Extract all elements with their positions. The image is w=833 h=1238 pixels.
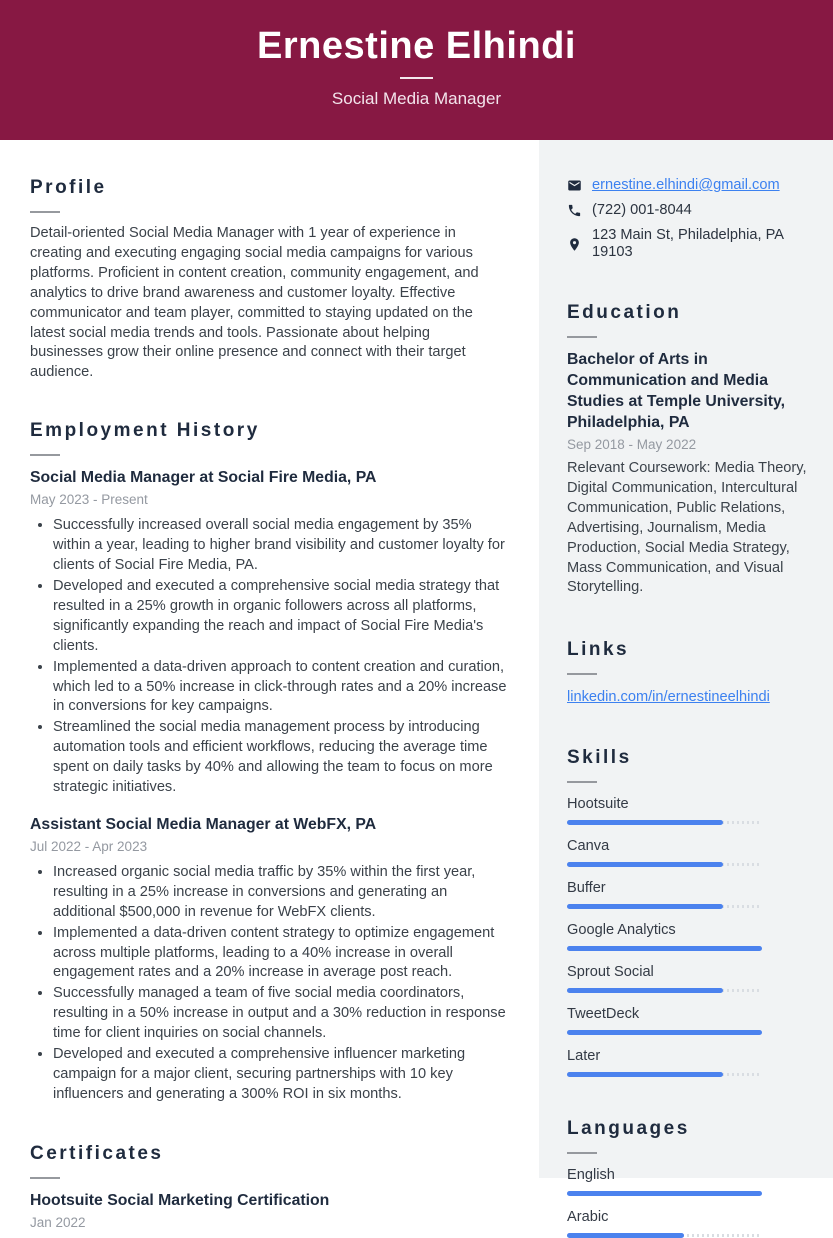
languages-section bbox=[567, 1118, 809, 1238]
contact-row-email bbox=[567, 177, 809, 194]
employment-heading: Employment History bbox=[30, 420, 260, 442]
skill-row bbox=[567, 1006, 809, 1035]
skill-name: Later bbox=[567, 1048, 601, 1065]
skill-bar-track bbox=[567, 904, 762, 909]
skill-bar-track bbox=[567, 862, 762, 867]
language-bar-fill bbox=[567, 1191, 762, 1196]
skill-name: Buffer bbox=[567, 880, 606, 897]
certificates-heading: Certificates bbox=[30, 1142, 164, 1164]
phone-icon bbox=[567, 203, 582, 218]
certificate-title: Hootsuite Social Marketing Certification bbox=[30, 1191, 330, 1209]
skill-row bbox=[567, 880, 809, 909]
job-bullet: • Streamlined the social media management process by introducing automation tools and efficient workflows, reducing the average time spent on daily tasks by 40% and allowing the team to focus on more strategic initiatives. bbox=[53, 717, 507, 798]
contact-row-address bbox=[567, 227, 809, 261]
skill-name: Canva bbox=[567, 838, 610, 855]
location-icon bbox=[567, 237, 582, 252]
email-icon bbox=[567, 178, 582, 193]
profile-section bbox=[30, 177, 507, 383]
job-bullet: • Developed and executed a comprehensive influencer marketing campaign for a major client, securing partnerships with 10 key influencers and generating a 300% ROI in six months. bbox=[53, 1044, 507, 1105]
job-entry bbox=[30, 815, 507, 1105]
language-row bbox=[567, 1209, 809, 1238]
heading-rule bbox=[567, 673, 597, 675]
linkedin-link[interactable]: linkedin.com/in/ernestineelhindi bbox=[567, 689, 770, 706]
certificate-date: Jan 2022 bbox=[30, 1214, 86, 1230]
job-title-line: Social Media Manager at Social Fire Media, PA bbox=[30, 469, 377, 487]
contact-section bbox=[567, 177, 809, 261]
links-list bbox=[567, 688, 809, 706]
certificate-entry bbox=[30, 1191, 507, 1231]
skill-bar-fill bbox=[567, 820, 723, 825]
profile-heading: Profile bbox=[30, 177, 107, 198]
main-column bbox=[0, 140, 539, 1230]
skill-bar-track bbox=[567, 946, 762, 951]
skill-bar-track bbox=[567, 1030, 762, 1035]
job-dates: Jul 2022 - Apr 2023 bbox=[30, 838, 148, 854]
resume-header bbox=[0, 0, 833, 140]
job-dates: May 2023 - Present bbox=[30, 492, 148, 508]
language-name: English bbox=[567, 1167, 615, 1184]
skill-bar-fill bbox=[567, 1072, 723, 1077]
skill-row bbox=[567, 964, 809, 993]
phone-number: (722) 001-8044 bbox=[592, 202, 692, 218]
email-link[interactable]: ernestine.elhindi@gmail.com bbox=[592, 177, 780, 193]
skill-row bbox=[567, 796, 809, 825]
heading-rule bbox=[30, 211, 60, 213]
job-title: Social Media Manager bbox=[331, 89, 502, 108]
person-name: Ernestine Elhindi bbox=[257, 25, 576, 67]
certificates-section bbox=[30, 1143, 507, 1231]
skills-heading: Skills bbox=[567, 747, 632, 769]
skill-bar-fill bbox=[567, 946, 762, 951]
profile-text: Detail-oriented Social Media Manager with 1 year of experience in creating and executing engaging social media campaigns for various platforms. Proficient in content creation, community engagement, and analytics to drive brand awareness and customer loyalty. Effective communicator and team player, committed to staying updated on the latest social media trends and tools. Passionate about helping businesses grow their online presence and connect with their target audience. bbox=[30, 225, 479, 381]
heading-rule bbox=[567, 336, 597, 338]
job-bullet-list bbox=[30, 862, 507, 1105]
job-bullet: • Successfully managed a team of five social media coordinators, resulting in a 50% increase in output and a 30% reduction in response time for client inquiries on social channels. bbox=[53, 983, 507, 1044]
skill-bar-track bbox=[567, 988, 762, 993]
heading-rule bbox=[30, 1177, 60, 1179]
address-text: 123 Main St, Philadelphia, PA 19103 bbox=[592, 227, 784, 260]
skill-row bbox=[567, 838, 809, 867]
heading-rule bbox=[567, 781, 597, 783]
heading-rule bbox=[567, 1152, 597, 1154]
language-bar-track bbox=[567, 1191, 762, 1196]
employment-section bbox=[30, 420, 507, 1105]
languages-heading: Languages bbox=[567, 1118, 690, 1140]
skill-name: TweetDeck bbox=[567, 1006, 640, 1023]
skill-bar-fill bbox=[567, 1030, 762, 1035]
links-section bbox=[567, 639, 809, 706]
language-bar-fill bbox=[567, 1233, 684, 1238]
sidebar bbox=[539, 140, 833, 1226]
education-section bbox=[567, 302, 809, 598]
skill-row bbox=[567, 1048, 809, 1077]
job-bullet-list bbox=[30, 515, 507, 798]
education-description: Relevant Coursework: Media Theory, Digital Communication, Intercultural Communication, Public Relations, Advertising, Journalism, Media Production, Social Media Strategy, Mass Communication, and Visual Storytelling. bbox=[567, 460, 807, 596]
heading-rule bbox=[30, 454, 60, 456]
skill-row bbox=[567, 922, 809, 951]
skill-bar-fill bbox=[567, 862, 723, 867]
skill-name: Google Analytics bbox=[567, 922, 676, 939]
language-name: Arabic bbox=[567, 1209, 609, 1226]
skills-section bbox=[567, 747, 809, 1077]
job-bullet: • Implemented a data-driven approach to content creation and curation, which led to a 50% increase in click-through rates and a 20% increase in conversions for key campaigns. bbox=[53, 657, 507, 718]
resume-body bbox=[0, 140, 833, 1230]
skill-bar-fill bbox=[567, 988, 723, 993]
education-dates: Sep 2018 - May 2022 bbox=[567, 437, 697, 452]
job-title-line: Assistant Social Media Manager at WebFX, PA bbox=[30, 815, 377, 833]
links-heading: Links bbox=[567, 639, 630, 661]
language-row bbox=[567, 1167, 809, 1196]
education-heading: Education bbox=[567, 302, 682, 323]
skill-bar-track bbox=[567, 820, 762, 825]
skill-bar-fill bbox=[567, 904, 723, 909]
skill-name: Sprout Social bbox=[567, 964, 654, 981]
job-bullet: • Increased organic social media traffic by 35% within the first year, resulting in a 25% increase in conversions and generating an additional $500,000 in revenue for WebFX clients. bbox=[53, 862, 507, 923]
skill-bar-track bbox=[567, 1072, 762, 1077]
job-entry bbox=[30, 468, 507, 798]
degree-title: Bachelor of Arts in Communication and Media Studies at Temple University, Philadelphia, PA bbox=[567, 351, 786, 431]
header-divider bbox=[400, 77, 433, 79]
job-bullet: • Developed and executed a comprehensive social media strategy that resulted in a 25% growth in organic followers across all platforms, significantly expanding the reach and impact of Social Fire Media's clients. bbox=[53, 576, 507, 657]
skill-name: Hootsuite bbox=[567, 796, 629, 813]
contact-row-phone bbox=[567, 202, 809, 219]
job-bullet: • Successfully increased overall social media engagement by 35% within a year, leading to higher brand visibility and customer loyalty for clients of Social Fire Media, PA. bbox=[53, 515, 507, 576]
job-bullet: • Implemented a data-driven content strategy to optimize engagement across multiple platforms, leading to a 40% increase in overall engagement rates and a 20% increase in average post reach. bbox=[53, 923, 507, 984]
language-bar-track bbox=[567, 1233, 762, 1238]
